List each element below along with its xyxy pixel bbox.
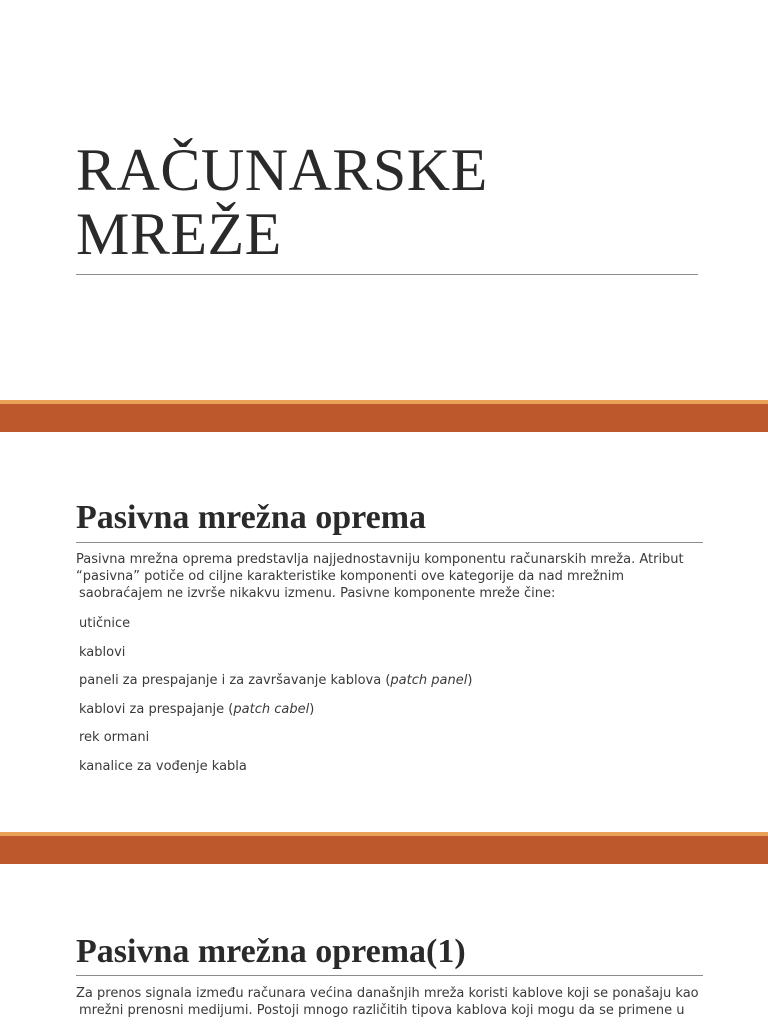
slide-paragraph bbox=[76, 985, 712, 1019]
paragraph-line: saobraćajem ne izvrše nikakvu izmenu. Pasivne komponente mreže čine: bbox=[79, 586, 556, 601]
paragraph-line: Pasivna mrežna oprema predstavlja najjednostavniju komponentu računarskih mreža. Atribut bbox=[76, 552, 684, 567]
slide-heading: Pasivna mrežna oprema bbox=[76, 499, 427, 536]
divider-band-highlight bbox=[0, 400, 768, 404]
title-line-2: MREŽE bbox=[76, 201, 282, 267]
list-item: utičnice bbox=[79, 616, 131, 631]
paragraph-line: “pasivna” potiče od ciljne karakteristike komponenti ove kategorije da nad mrežnim bbox=[76, 569, 625, 584]
list-item: kanalice za vođenje kabla bbox=[79, 758, 247, 774]
slide-divider-band bbox=[0, 832, 768, 864]
content-slide-passive-equipment bbox=[0, 432, 768, 832]
divider-band-highlight bbox=[0, 832, 768, 836]
title-slide bbox=[0, 0, 768, 400]
list-item: paneli za prespajanje i za završavanje kablova (patch panel) bbox=[79, 673, 473, 689]
list-item: rek ormani bbox=[79, 730, 150, 746]
content-slide-passive-equipment-1 bbox=[0, 864, 768, 1024]
list-item: kablovi za prespajanje (patch cabel) bbox=[79, 701, 315, 717]
paragraph-line: mrežni prenosni medijumi. Postoji mnogo različitih tipova kablova koji mogu da se primene u bbox=[79, 1003, 685, 1018]
heading-underline bbox=[76, 975, 703, 976]
slide-paragraph bbox=[76, 551, 712, 602]
list-item: kablovi bbox=[79, 644, 126, 660]
heading-underline bbox=[76, 542, 703, 543]
slide-divider-band bbox=[0, 400, 768, 432]
slide-heading: Pasivna mrežna oprema(1) bbox=[76, 933, 466, 970]
title-line-1: RAČUNARSKE bbox=[76, 137, 488, 203]
title-underline bbox=[76, 274, 698, 275]
paragraph-line: Za prenos signala između računara većina današnjih mreža koristi kablove koji se ponašaju kao bbox=[76, 986, 699, 1001]
presentation-title bbox=[76, 138, 488, 266]
component-list bbox=[79, 615, 472, 787]
